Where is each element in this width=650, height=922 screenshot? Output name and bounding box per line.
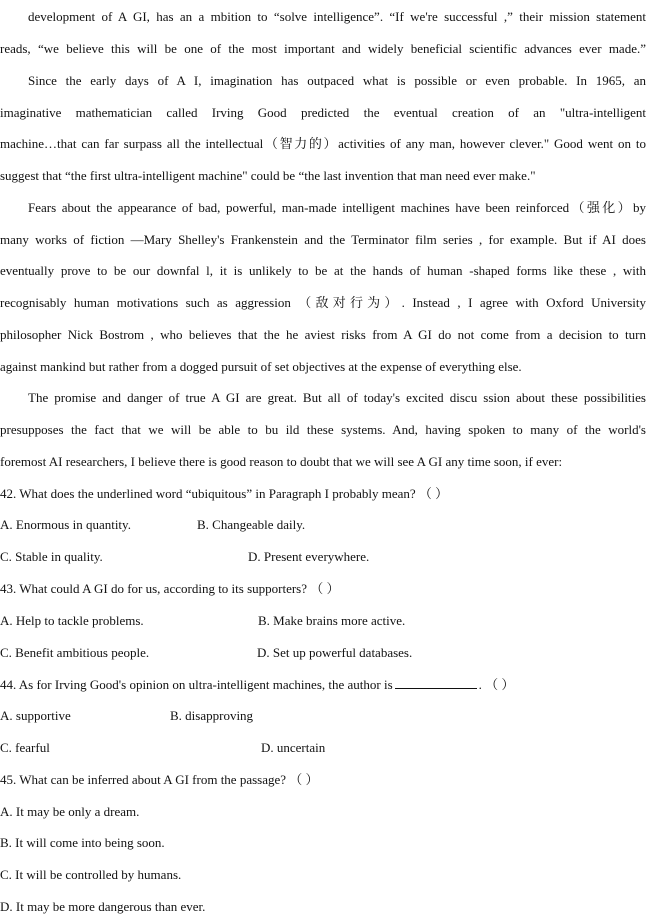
option-d: D. Set up powerful databases. — [257, 645, 413, 660]
option-c: C. Benefit ambitious people. — [0, 645, 150, 660]
option-b: B. Make brains more active. — [258, 613, 406, 628]
answer-blank — [395, 676, 477, 689]
question-stem: 43. What could A GI do for us, according to its supporters? （ ） — [0, 581, 340, 596]
option-b: B. It will come into being soon. — [0, 835, 165, 850]
option-a: A. It may be only a dream. — [0, 804, 140, 819]
option-d: D. uncertain — [261, 740, 326, 755]
passage-line: development of A GI, has an a mbition to “solve intelligence”. “If we're successful ,” their mission statement — [28, 9, 646, 24]
question-stem-text: 44. As for Irving Good's opinion on ultra-intelligent machines, the author is — [0, 677, 393, 692]
question-stem — [0, 676, 646, 694]
passage-line: recognisably human motivations such as aggression （敌对行为）. Instead , I agree with Oxford University — [0, 295, 646, 310]
option-b: B. Changeable daily. — [197, 517, 306, 532]
passage-line: philosopher Nick Bostrom , who believes that the he aviest risks from A GI do not come from a decision to turn — [0, 327, 646, 342]
question-stem: 42. What does the underlined word “ubiquitous” in Paragraph I probably mean? （ ） — [0, 486, 449, 501]
passage-line: many works of fiction —Mary Shelley's Frankenstein and the Terminator film series , for example. But if AI does — [0, 232, 646, 247]
passage-line: Fears about the appearance of bad, powerful, man-made intelligent machines have been reinforced（强化）by — [28, 200, 646, 215]
passage-line: eventually prove to be our downfal l, it is unlikely to be at the hands of human -shaped forms like these , with — [0, 263, 646, 278]
option-c: C. fearful — [0, 740, 50, 755]
question-stem-tail: . （ ） — [478, 677, 515, 692]
passage-line: The promise and danger of true A GI are great. But all of today's excited discu ssion about these possibilities — [28, 390, 646, 405]
passage-line: imaginative mathematician called Irving Good predicted the eventual creation of an "ultra-intelligent — [0, 105, 646, 120]
passage-line: suggest that “the first ultra-intelligent machine" could be “the last invention that man need ever make." — [0, 168, 536, 183]
option-d: D. Present everywhere. — [248, 549, 370, 564]
option-a: A. Enormous in quantity. — [0, 517, 131, 532]
option-a: A. Help to tackle problems. — [0, 613, 144, 628]
option-b: B. disapproving — [170, 708, 254, 723]
option-d: D. It may be more dangerous than ever. — [0, 899, 206, 914]
passage-line: against mankind but rather from a dogged pursuit of set objectives at the expense of everything else. — [0, 359, 522, 374]
option-a: A. supportive — [0, 708, 71, 723]
passage-line: machine…that can far surpass all the intellectual（智力的）activities of any man, however clever." Good went on to — [0, 136, 646, 151]
passage-line: presupposes the fact that we will be able to bu ild these systems. And, having spoken to many of the world's — [0, 422, 646, 437]
option-c: C. Stable in quality. — [0, 549, 103, 564]
passage-line: Since the early days of A I, imagination has outpaced what is possible or even probable. In 1965, an — [28, 73, 646, 88]
passage-line: foremost AI researchers, I believe there is good reason to doubt that we will see A GI any time soon, if ever: — [0, 454, 563, 469]
question-stem: 45. What can be inferred about A GI from the passage? （ ） — [0, 772, 319, 787]
passage-line: reads, “we believe this will be one of the most important and widely beneficial scientific advances ever made.” — [0, 41, 646, 56]
option-c: C. It will be controlled by humans. — [0, 867, 182, 882]
